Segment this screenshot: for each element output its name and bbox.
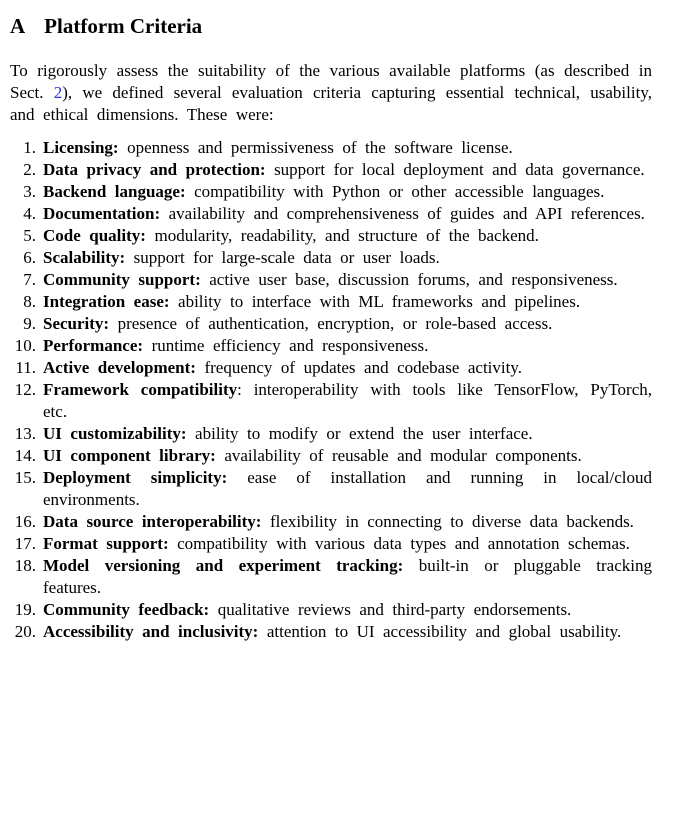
item-description: support for local deployment and data governance.: [265, 160, 645, 179]
item-term: Deployment simplicity:: [43, 468, 228, 487]
item-number: 19.: [14, 600, 36, 619]
item-term: Documentation:: [43, 204, 161, 223]
item-number: 1.: [23, 138, 36, 157]
intro-paragraph: [10, 60, 652, 126]
item-term: Community feedback:: [43, 600, 210, 619]
item-description: ability to modify or extend the user interface.: [186, 424, 533, 443]
item-text: [43, 137, 652, 159]
criteria-item: [10, 335, 652, 357]
intro-text-before-link: To rigorously assess the suitability of the various available platforms (as described in Sect.: [10, 61, 652, 102]
item-text: [43, 247, 652, 269]
item-text: [43, 181, 652, 203]
item-term: UI customizability:: [43, 424, 187, 443]
item-description: flexibility in connecting to diverse data backends.: [261, 512, 634, 531]
item-text: [43, 533, 652, 555]
criteria-item: [10, 423, 652, 445]
item-text: [43, 423, 652, 445]
item-number: 7.: [23, 270, 36, 289]
item-description: openness and permissiveness of the software license.: [118, 138, 513, 157]
criteria-item: [10, 137, 652, 159]
item-term: Model versioning and experiment tracking:: [43, 556, 404, 575]
item-number: 12.: [14, 380, 36, 399]
item-term: UI component library:: [43, 446, 216, 465]
item-description: built-in or pluggable tracking features.: [43, 556, 652, 597]
item-term: Accessibility and inclusivity:: [43, 622, 259, 641]
item-text: [43, 599, 652, 621]
item-term: Code quality:: [43, 226, 146, 245]
item-number: 4.: [23, 204, 36, 223]
item-description: : interoperability with tools like TensorFlow, PyTorch, etc.: [43, 380, 652, 421]
item-description: runtime efficiency and responsiveness.: [143, 336, 429, 355]
item-term: Performance:: [43, 336, 144, 355]
criteria-item: [10, 269, 652, 291]
item-term: Framework compatibility: [43, 380, 238, 399]
item-number: 17.: [14, 534, 36, 553]
criteria-item: [10, 555, 652, 599]
item-number: 11.: [15, 358, 36, 377]
item-text: [43, 313, 652, 335]
criteria-item: [10, 357, 652, 379]
item-number: 10.: [14, 336, 36, 355]
section-title: Platform Criteria: [44, 14, 203, 38]
item-description: modularity, readability, and structure of the backend.: [145, 226, 539, 245]
item-term: Active development:: [43, 358, 196, 377]
item-term: Integration ease:: [43, 292, 170, 311]
item-term: Scalability:: [43, 248, 126, 267]
criteria-item: [10, 313, 652, 335]
item-description: attention to UI accessibility and global usability.: [258, 622, 622, 641]
item-number: 20.: [14, 622, 36, 641]
criteria-item: [10, 203, 652, 225]
criteria-item: [10, 511, 652, 533]
item-number: 3.: [23, 182, 36, 201]
item-text: [43, 269, 652, 291]
item-term: Community support:: [43, 270, 201, 289]
item-number: 13.: [14, 424, 36, 443]
criteria-list: [10, 137, 652, 643]
item-text: [43, 555, 652, 599]
criteria-item: [10, 159, 652, 181]
item-term: Data source interoperability:: [43, 512, 262, 531]
item-term: Data privacy and protection:: [43, 160, 266, 179]
item-term: Licensing:: [43, 138, 119, 157]
item-text: [43, 379, 652, 423]
item-description: compatibility with various data types and annotation schemas.: [168, 534, 630, 553]
criteria-item: [10, 467, 652, 511]
criteria-item: [10, 621, 652, 643]
item-text: [43, 335, 652, 357]
item-description: support for large-scale data or user loads.: [125, 248, 440, 267]
item-text: [43, 511, 652, 533]
item-description: ease of installation and running in local/cloud environments.: [43, 468, 652, 509]
item-text: [43, 445, 652, 467]
item-description: presence of authentication, encryption, or role-based access.: [109, 314, 553, 333]
item-number: 9.: [23, 314, 36, 333]
item-number: 18.: [14, 556, 36, 575]
item-text: [43, 357, 652, 379]
item-text: [43, 225, 652, 247]
item-term: Security:: [43, 314, 110, 333]
item-description: qualitative reviews and third-party endorsements.: [209, 600, 572, 619]
item-text: [43, 203, 652, 225]
criteria-item: [10, 247, 652, 269]
criteria-item: [10, 181, 652, 203]
intro-text-after-link: ), we defined several evaluation criteria capturing essential technical, usability, and ethical dimensions. These were:: [10, 83, 652, 124]
item-description: ability to interface with ML frameworks and pipelines.: [169, 292, 581, 311]
criteria-item: [10, 599, 652, 621]
item-text: [43, 621, 652, 643]
item-text: [43, 467, 652, 511]
item-description: frequency of updates and codebase activity.: [195, 358, 522, 377]
item-description: active user base, discussion forums, and responsiveness.: [200, 270, 618, 289]
criteria-item: [10, 445, 652, 467]
item-description: availability and comprehensiveness of guides and API references.: [160, 204, 645, 223]
item-text: [43, 291, 652, 313]
item-number: 15.: [14, 468, 36, 487]
item-number: 16.: [14, 512, 36, 531]
criteria-item: [10, 533, 652, 555]
item-term: Backend language:: [43, 182, 186, 201]
item-number: 6.: [23, 248, 36, 267]
item-number: 2.: [23, 160, 36, 179]
section-heading: [10, 13, 652, 40]
criteria-item: [10, 291, 652, 313]
section-2-reference-link[interactable]: 2: [53, 83, 63, 102]
item-term: Format support:: [43, 534, 169, 553]
item-description: availability of reusable and modular components.: [215, 446, 582, 465]
section-number: A: [10, 14, 26, 38]
item-number: 5.: [23, 226, 36, 245]
item-description: compatibility with Python or other accessible languages.: [185, 182, 605, 201]
item-number: 14.: [14, 446, 36, 465]
item-number: 8.: [23, 292, 36, 311]
item-text: [43, 159, 652, 181]
criteria-item: [10, 379, 652, 423]
criteria-item: [10, 225, 652, 247]
